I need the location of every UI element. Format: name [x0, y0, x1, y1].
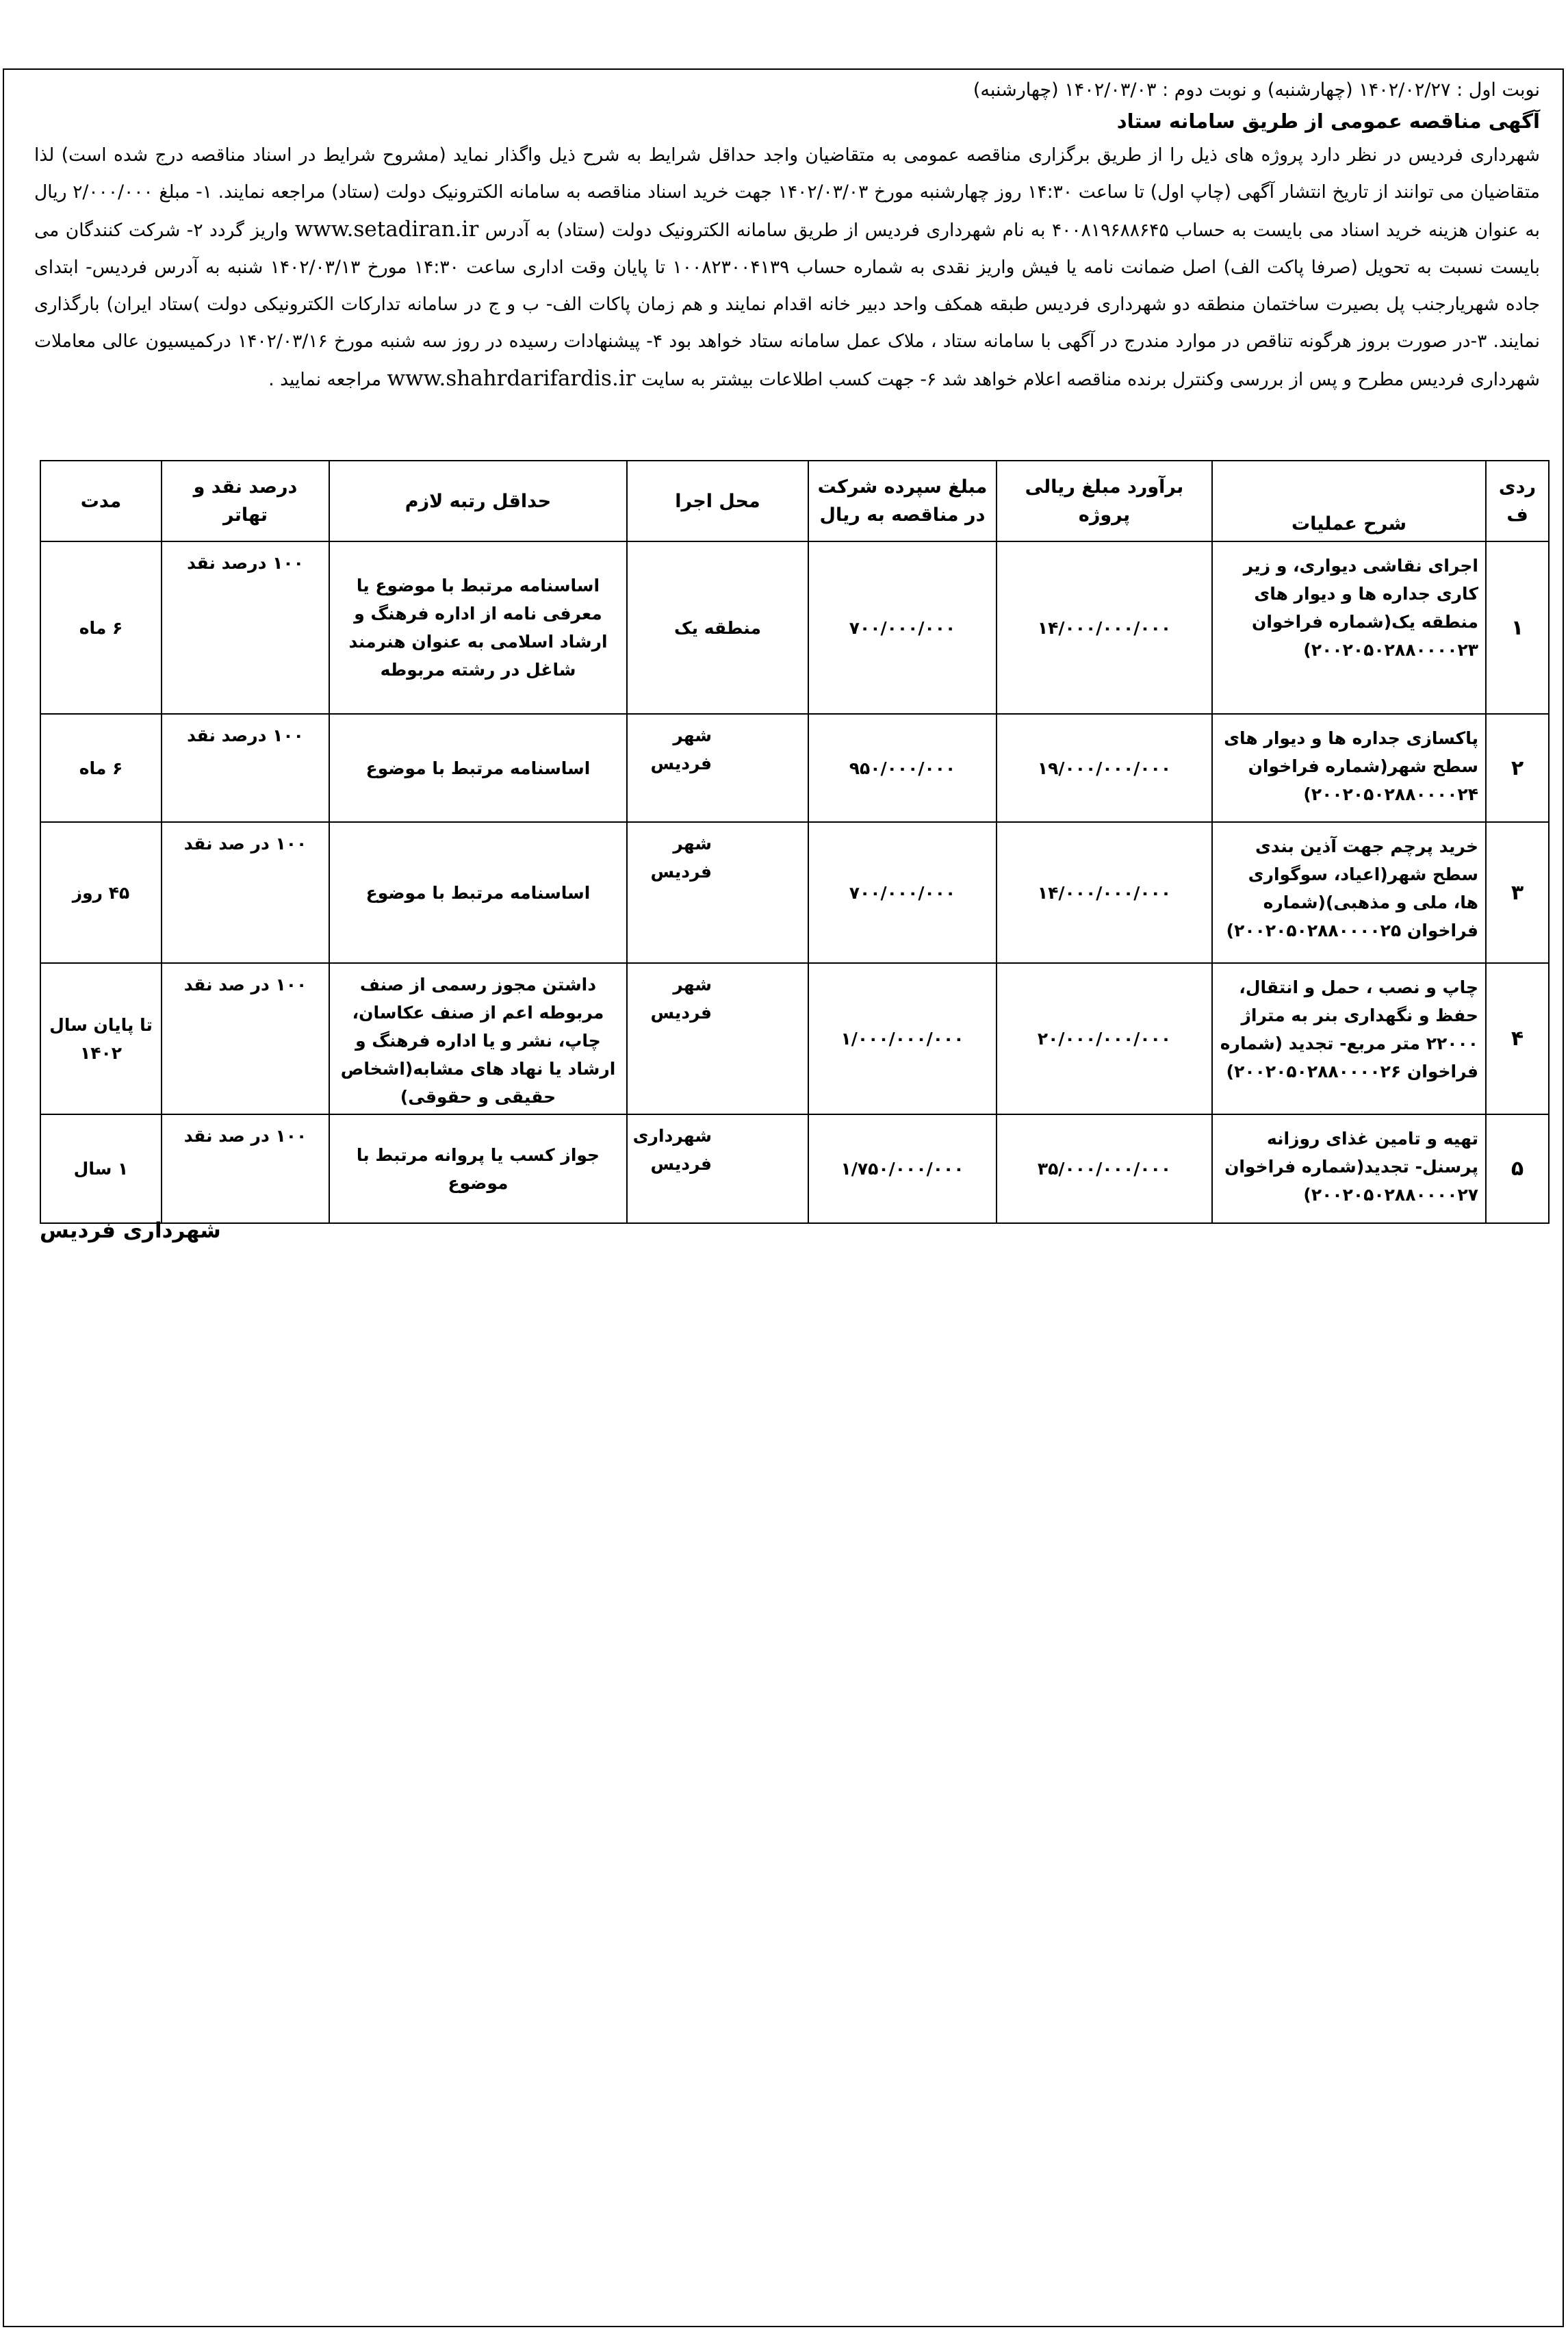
header-place: محل اجرا [627, 461, 808, 541]
table-row [40, 963, 1549, 1114]
row-estimate: ۱۴/۰۰۰/۰۰۰/۰۰۰ [997, 541, 1212, 714]
row-payment: ۱۰۰ در صد نقد [162, 822, 329, 963]
row-payment: ۱۰۰ درصد نقد [162, 541, 329, 714]
notice-body-part2: واریز گردد ۲- شرکت کنندگان می بایست نسبت به تحویل (صرفا پاکت الف) اصل ضمانت نامه یا فیش واریز نقدی به شماره حساب ۱۰۰۸۲۳۰۰۴۱۳۹ تا پایان وقت اداری ساعت ۱۴:۳۰ مورخ ۱۴۰۲/۰۳/۱۳ شنبه به آدرس فردیس- ابتدای جاده شهریارجنب پل بصیرت ساختمان منطقه دو شهرداری فردیس طبقه همکف واحد دبیر خانه اقدام نمایند و هم زمان پاکات الف- ب و ج در سامانه تدارکات الکترونیکی دولت )ستاد ایران) بارگذاری نمایند. ۳-در صورت بروز هرگونه تناقص در موارد مندرج در آگهی با سامانه ستاد ، ملاک عمل سامانه ستاد خواهد بود ۴- پیشنهادات رسیده در روز سه شنبه مورخ ۱۴۰۲/۰۳/۱۶ درکمیسیون عالی معاملات شهرداری فردیس مطرح و پس از بررسی وکنترل برنده مناقصه اعلام خواهد شد ۶- جهت کسب اطلاعات بیشتر به سایت [34, 220, 1540, 390]
row-number: ۵ [1486, 1114, 1549, 1223]
row-payment: ۱۰۰ درصد نقد [162, 714, 329, 822]
signature: شهرداری فردیس [40, 1218, 221, 1243]
row-estimate: ۳۵/۰۰۰/۰۰۰/۰۰۰ [997, 1114, 1212, 1223]
header-row-number: ردی ف [1486, 461, 1549, 541]
row-description: اجرای نقاشی دیواری، و زیر کاری جداره ها و دیوار های منطقه یک(شماره فراخوان ۲۰۰۲۰۵۰۲۸۸۰۰۰۰۲۳) [1212, 541, 1486, 714]
table-row [40, 1114, 1549, 1223]
row-description: چاپ و نصب ، حمل و انتقال، حفظ و نگهداری بنر به متراژ ۲۲۰۰۰ متر مربع- تجدید (شماره فراخوان ۲۰۰۲۰۵۰۲۸۸۰۰۰۰۲۶) [1212, 963, 1486, 1114]
notice-body [34, 137, 1540, 398]
row-payment: ۱۰۰ در صد نقد [162, 963, 329, 1114]
row-deposit: ۹۵۰/۰۰۰/۰۰۰ [808, 714, 997, 822]
row-description: پاکسازی جداره ها و دیوار های سطح شهر(شماره فراخوان ۲۰۰۲۰۵۰۲۸۸۰۰۰۰۲۴) [1212, 714, 1486, 822]
row-number: ۲ [1486, 714, 1549, 822]
row-estimate: ۲۰/۰۰۰/۰۰۰/۰۰۰ [997, 963, 1212, 1114]
header-duration: مدت [40, 461, 162, 541]
publication-dates: نوبت اول : ۱۴۰۲/۰۲/۲۷ (چهارشنبه) و نوبت دوم : ۱۴۰۲/۰۳/۰۳ (چهارشنبه) [973, 79, 1540, 101]
header-rank: حداقل رتبه لازم [329, 461, 627, 541]
notice-title: آگهی مناقصه عمومی از طریق سامانه ستاد [1116, 110, 1540, 133]
setadiran-link[interactable]: www.setadiran.ir [294, 217, 479, 242]
row-rank: داشتن مجوز رسمی از صنف مربوطه اعم از صنف عکاسان، چاپ، نشر و یا اداره فرهنگ و ارشاد یا نهاد های مشابه(اشخاص حقیقی و حقوقی) [329, 963, 627, 1114]
row-deposit: ۱/۰۰۰/۰۰۰/۰۰۰ [808, 963, 997, 1114]
row-duration: ۱ سال [40, 1114, 162, 1223]
notice-header [34, 75, 1540, 398]
row-place: شهر فردیس [627, 963, 808, 1114]
row-duration: تا پایان سال ۱۴۰۲ [40, 963, 162, 1114]
row-place: شهر فردیس [627, 822, 808, 963]
row-estimate: ۱۴/۰۰۰/۰۰۰/۰۰۰ [997, 822, 1212, 963]
row-place: منطقه یک [627, 541, 808, 714]
row-estimate: ۱۹/۰۰۰/۰۰۰/۰۰۰ [997, 714, 1212, 822]
tender-table [40, 460, 1550, 1224]
table-row [40, 822, 1549, 963]
row-duration: ۴۵ روز [40, 822, 162, 963]
row-place: شهر فردیس [627, 714, 808, 822]
header-description: شرح عملیات [1212, 461, 1486, 541]
row-description: تهیه و تامین غذای روزانه پرسنل- تجدید(شماره فراخوان ۲۰۰۲۰۵۰۲۸۸۰۰۰۰۲۷) [1212, 1114, 1486, 1223]
row-place: شهرداری فردیس [627, 1114, 808, 1223]
header-estimate: برآورد مبلغ ریالی پروژه [997, 461, 1212, 541]
row-deposit: ۷۰۰/۰۰۰/۰۰۰ [808, 541, 997, 714]
header-deposit: مبلغ سپرده شرکت در مناقصه به ریال [808, 461, 997, 541]
row-rank: اساسنامه مرتبط با موضوع [329, 714, 627, 822]
row-description: خرید پرچم جهت آذین بندی سطح شهر(اعیاد، سوگواری ها، ملی و مذهبی)(شماره فراخوان ۲۰۰۲۰۵۰۲۸۸۰۰۰۰۲۵) [1212, 822, 1486, 963]
row-rank: اساسنامه مرتبط با موضوع یا معرفی نامه از اداره فرهنگ و ارشاد اسلامی به عنوان هنرمند شاغل در رشته مربوطه [329, 541, 627, 714]
shahrdari-link[interactable]: www.shahrdarifardis.ir [387, 366, 636, 391]
table-row [40, 714, 1549, 822]
row-deposit: ۱/۷۵۰/۰۰۰/۰۰۰ [808, 1114, 997, 1223]
row-number: ۱ [1486, 541, 1549, 714]
notice-body-part3: مراجعه نمایید . [268, 369, 382, 390]
row-number: ۴ [1486, 963, 1549, 1114]
row-rank: اساسنامه مرتبط با موضوع [329, 822, 627, 963]
row-payment: ۱۰۰ در صد نقد [162, 1114, 329, 1223]
row-rank: جواز کسب یا پروانه مرتبط با موضوع [329, 1114, 627, 1223]
row-duration: ۶ ماه [40, 541, 162, 714]
row-number: ۳ [1486, 822, 1549, 963]
notice-body-part1: شهرداری فردیس در نظر دارد پروژه های ذیل را از طریق برگزاری مناقصه عمومی به متقاضیان واجد حداقل شرایط به شرح ذیل واگذار نماید (مشروح شرایط در اسناد مناقصه درج شده است) لذا متقاضیان می توانند از تاریخ انتشار آگهی (چاپ اول) تا ساعت ۱۴:۳۰ روز چهارشنبه مورخ ۱۴۰۲/۰۳/۰۳ جهت خرید اسناد مناقصه به سامانه الکترونیک دولت (ستاد) مراجعه نمایند. ۱- مبلغ ۲/۰۰۰/۰۰۰ ریال به عنوان هزینه خرید اسناد می بایست به حساب ۴۰۰۸۱۹۶۸۸۶۴۵ به نام شهرداری فردیس از طریق سامانه الکترونیک دولت (ستاد) به آدرس [34, 144, 1540, 241]
table-row [40, 541, 1549, 714]
row-deposit: ۷۰۰/۰۰۰/۰۰۰ [808, 822, 997, 963]
header-payment: درصد نقد و تهاتر [162, 461, 329, 541]
table-header-row [40, 461, 1549, 541]
row-duration: ۶ ماه [40, 714, 162, 822]
